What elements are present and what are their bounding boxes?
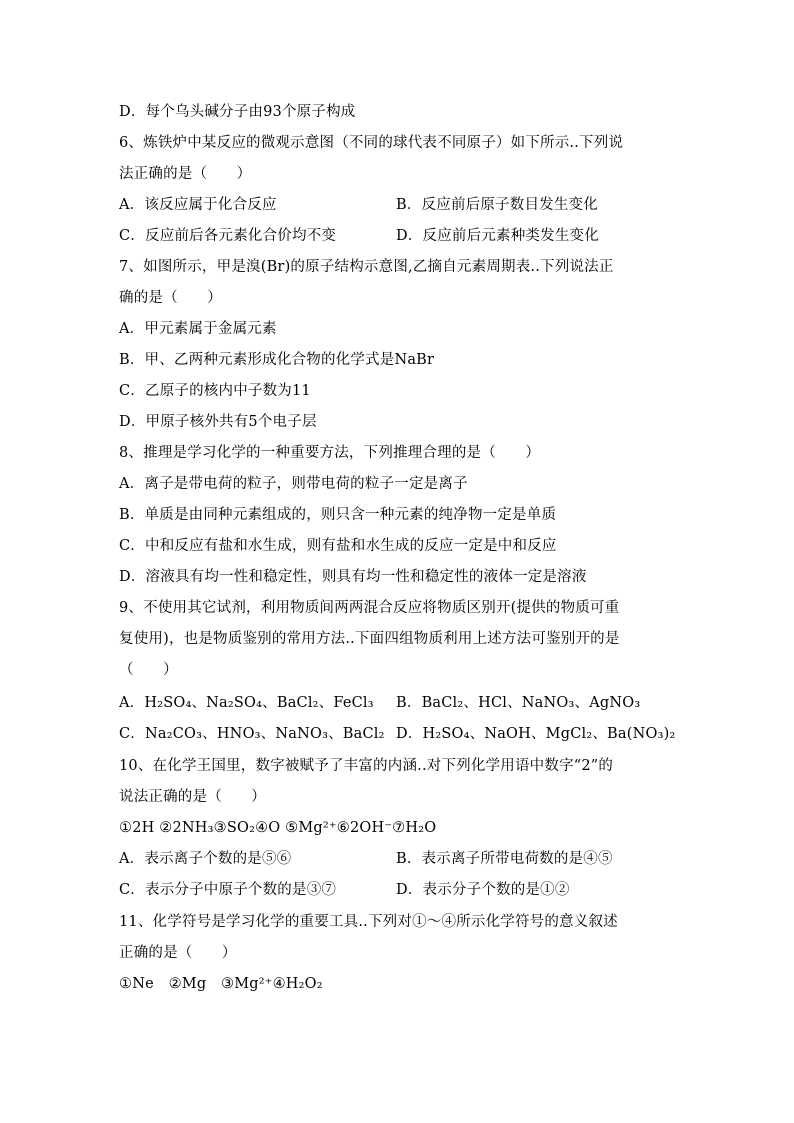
q6-option-a: A．该反应属于化合反应 — [119, 197, 277, 213]
q7-option-d: D．甲原子核外共有5个电子层 — [119, 414, 317, 430]
q6-stem-line2: 法正确的是（ ） — [119, 166, 252, 182]
q6-option-c: C．反应前后各元素化合价均不变 — [119, 228, 337, 244]
q7-stem-line2: 确的是（ ） — [119, 290, 222, 306]
q6-options-ab — [119, 196, 598, 214]
q8-option-d: D．溶液具有均一性和稳定性，则具有均一性和稳定性的液体一定是溶液 — [119, 569, 587, 585]
q7-option-a: A．甲元素属于金属元素 — [119, 321, 277, 337]
q6-stem-line1: 6、炼铁炉中某反应的微观示意图（不同的球代表不同原子）如下所示..下列说 — [119, 135, 624, 151]
q10-options-cd — [119, 881, 570, 899]
q9-stem-line3: （ ） — [119, 662, 178, 678]
q11-stem-line1: 11、化学符号是学习化学的重要工具..下列对①～④所示化学符号的意义叙述 — [119, 914, 618, 930]
q10-option-c: C．表示分子中原子个数的是③⑦ — [119, 882, 337, 898]
q8-option-b: B．单质是由同种元素组成的，则只含一种元素的纯净物一定是单质 — [119, 507, 557, 523]
q6-options-cd — [119, 227, 599, 245]
q6-option-d: D．反应前后元素种类发生变化 — [396, 228, 599, 244]
q10-options-ab — [119, 850, 613, 868]
q9-option-a: A．H₂SO₄、Na₂SO₄、BaCl₂、FeCl₃ — [119, 695, 374, 711]
q10-symbols: ①2H ②2NH₃③SO₂④O ⑤Mg²⁺⑥2OH⁻⑦H₂O — [119, 820, 437, 836]
q10-option-b: B．表示离子所带电荷数的是④⑤ — [396, 851, 613, 867]
q8-option-c: C．中和反应有盐和水生成，则有盐和水生成的反应一定是中和反应 — [119, 538, 557, 554]
q6-option-b: B．反应前后原子数目发生变化 — [396, 197, 598, 213]
q10-stem-line1: 10、在化学王国里，数字被赋予了丰富的内涵..对下列化学用语中数字“2”的 — [119, 758, 614, 774]
q9-options-cd — [119, 725, 676, 743]
q7-option-b: B．甲、乙两种元素形成化合物的化学式是NaBr — [119, 352, 435, 368]
q9-option-c: C．Na₂CO₃、HNO₃、NaNO₃、BaCl₂ — [119, 726, 385, 742]
q9-stem-line2: 复使用)，也是物质鉴别的常用方法..下面四组物质利用上述方法可鉴别开的是 — [119, 631, 620, 647]
q10-option-d: D．表示分子个数的是①② — [396, 882, 570, 898]
q9-stem-line1: 9、不使用其它试剂，利用物质间两两混合反应将物质区别开(提供的物质可重 — [119, 600, 620, 616]
q7-option-c: C．乙原子的核内中子数为11 — [119, 383, 311, 399]
q11-stem-line2: 正确的是（ ） — [119, 945, 237, 961]
q5-option-d: D．每个乌头碱分子由93个原子构成 — [119, 104, 356, 120]
q9-option-d: D．H₂SO₄、NaOH、MgCl₂、Ba(NO₃)₂ — [396, 726, 676, 742]
q7-stem-line1: 7、如图所示，甲是溴(Br)的原子结构示意图,乙摘自元素周期表..下列说法正 — [119, 259, 614, 275]
q10-stem-line2: 说法正确的是（ ） — [119, 789, 266, 805]
q9-option-b: B．BaCl₂、HCl、NaNO₃、AgNO₃ — [396, 695, 641, 711]
q8-option-a: A．离子是带电荷的粒子，则带电荷的粒子一定是离子 — [119, 476, 468, 492]
q8-stem: 8、推理是学习化学的一种重要方法，下列推理合理的是（ ） — [119, 445, 541, 461]
q11-symbols: ①Ne ②Mg ③Mg²⁺④H₂O₂ — [119, 976, 323, 992]
q9-options-ab — [119, 694, 641, 712]
q10-option-a: A．表示离子个数的是⑤⑥ — [119, 851, 292, 867]
